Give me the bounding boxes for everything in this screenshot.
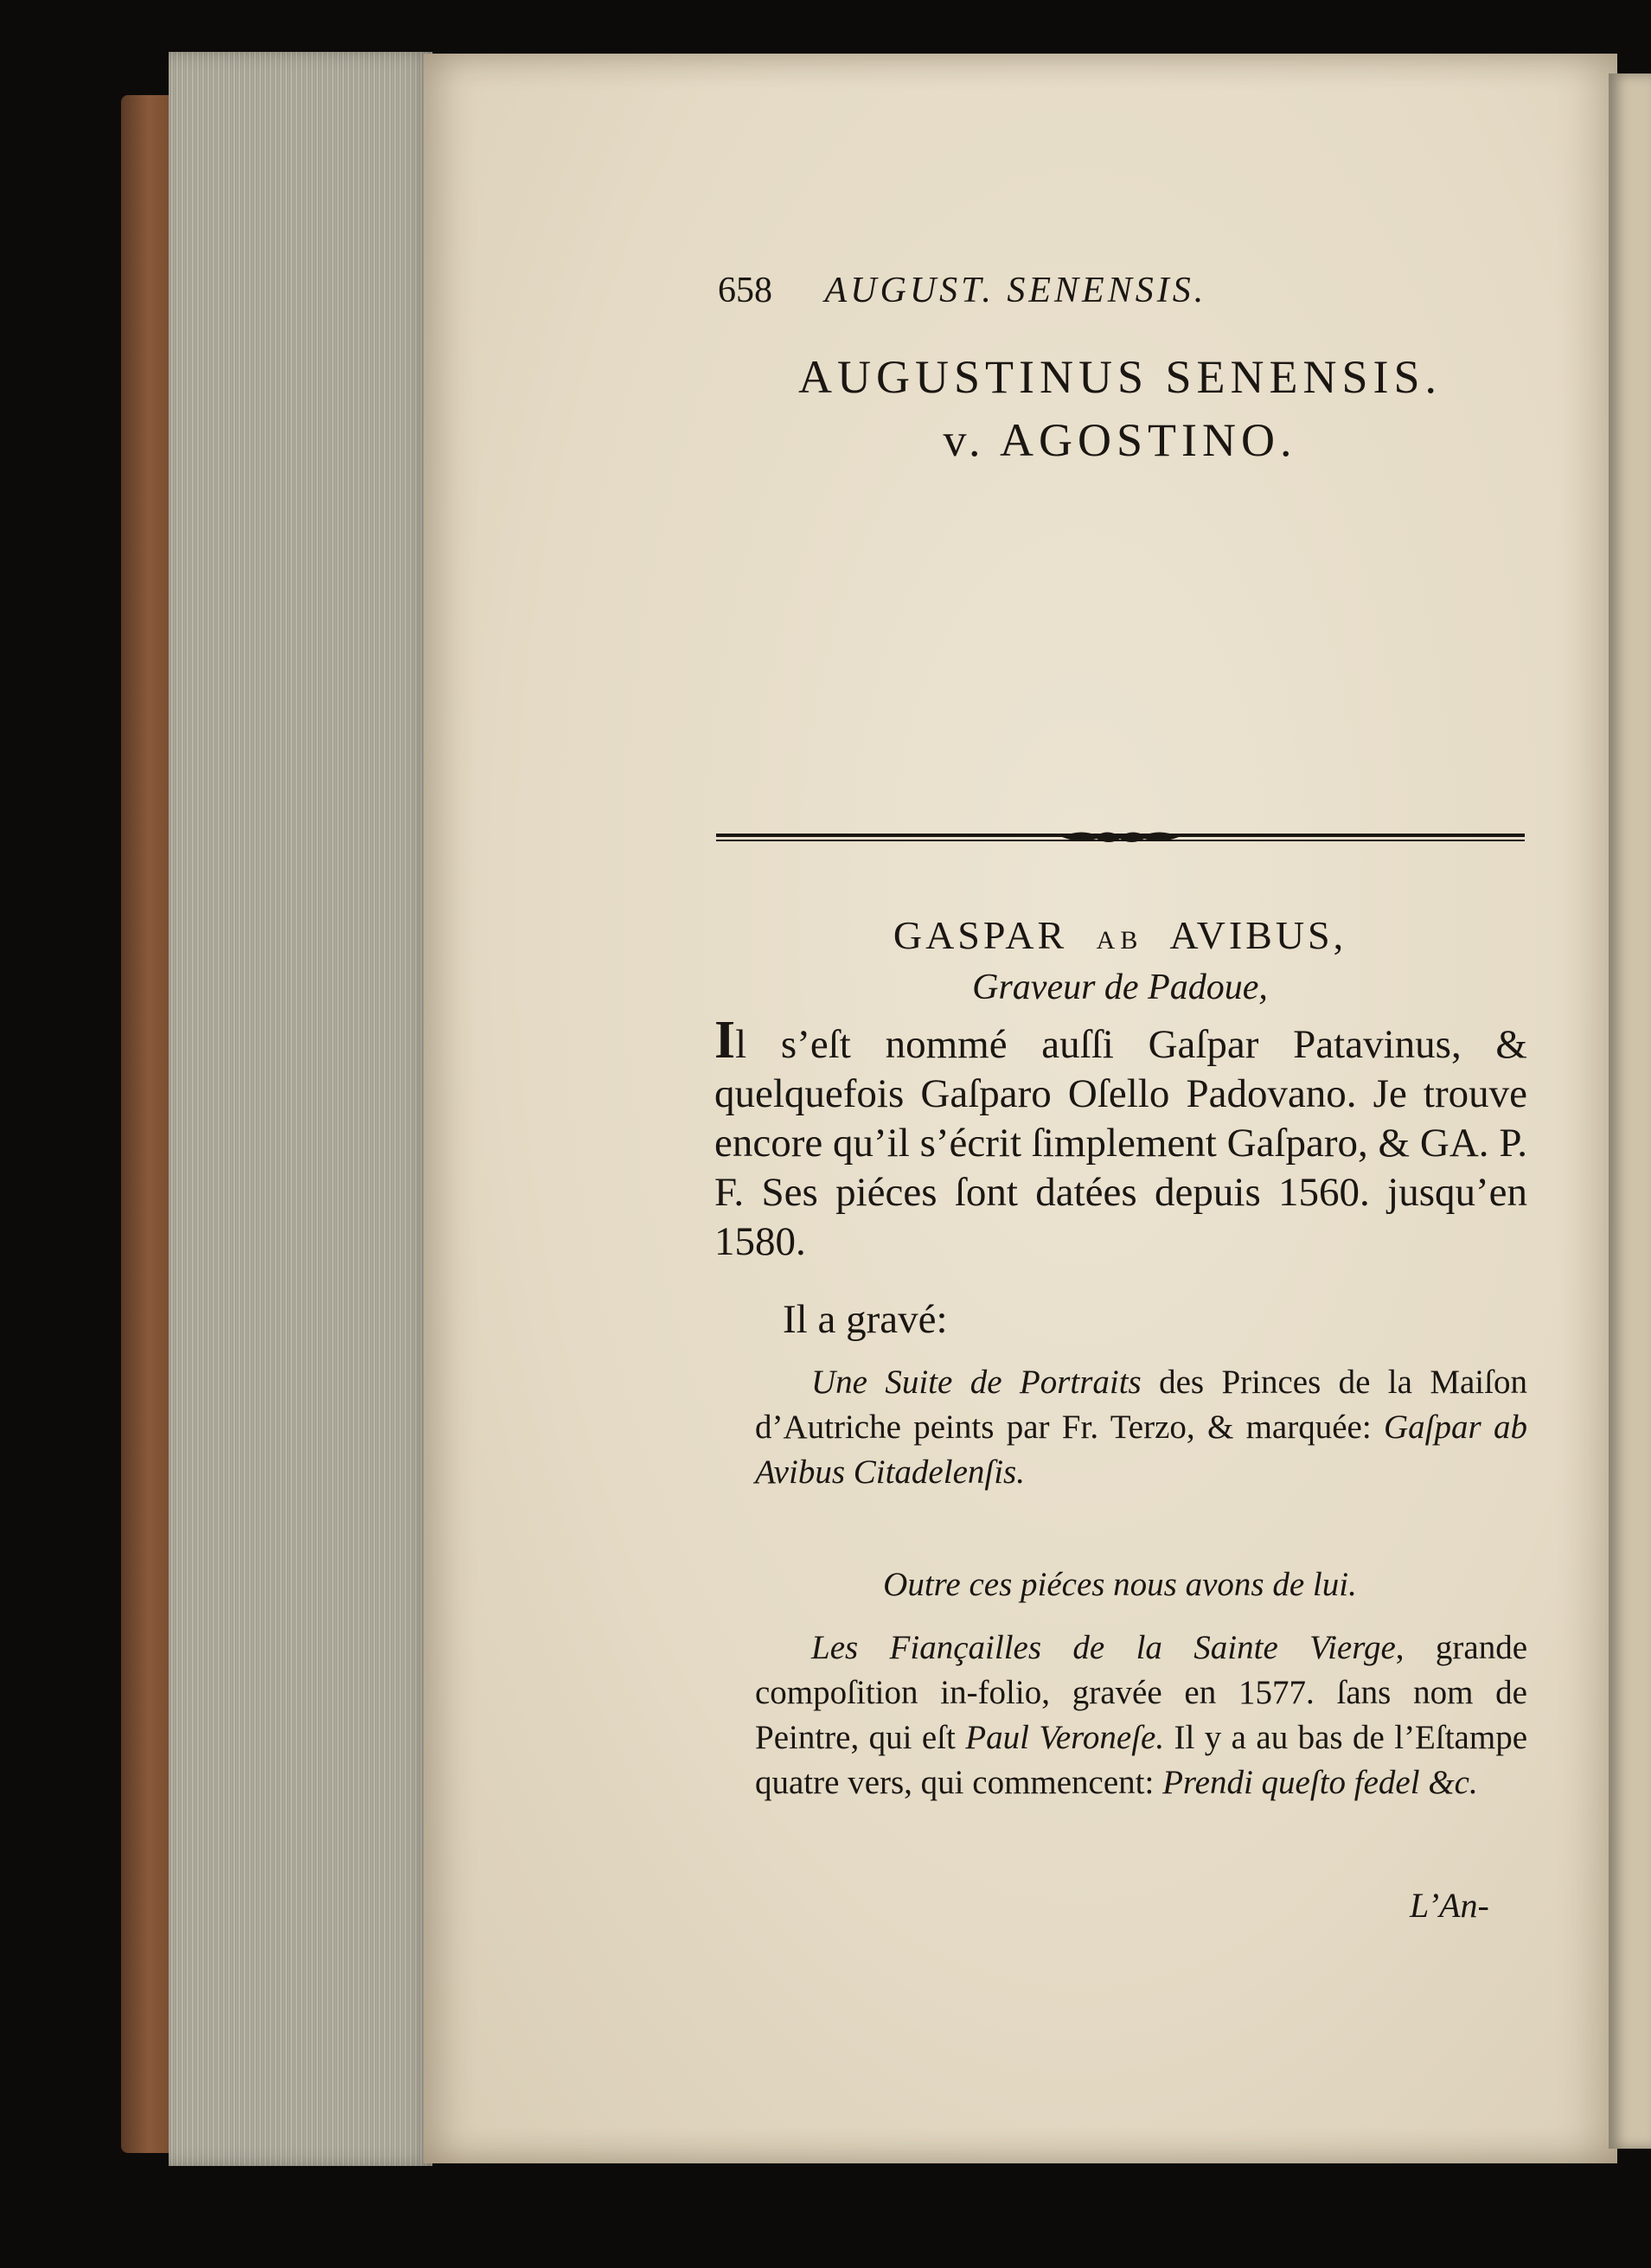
verse-incipit: Prendi queſto fedel &c.	[1162, 1764, 1478, 1801]
catalogue-entry-portraits	[755, 1360, 1527, 1495]
entry-text-continued: Il y a au bas de l’Eſtampe quatre vers, qui commencent:	[755, 1719, 1528, 1801]
catchword: L’An-	[1410, 1886, 1489, 1925]
running-title: AUGUST. SENENSIS.	[824, 271, 1207, 310]
heading-part-avibus: AVIBUS,	[1169, 913, 1347, 957]
entry-title: Les Fiançailles de la Sainte Vierge	[811, 1629, 1396, 1666]
page-block-edges	[169, 52, 432, 2166]
page-number: 658	[718, 271, 772, 310]
section-note: Outre ces piéces nous avons de lui.	[883, 1566, 1357, 1603]
running-header	[718, 270, 1206, 311]
painter-name: Paul Veroneſe.	[965, 1719, 1165, 1756]
entry-mark: Gaſpar ab Avibus Citadelenſis.	[755, 1409, 1527, 1491]
facing-page-edge	[1609, 73, 1651, 2149]
heading-part-gaspar: GASPAR	[893, 913, 1068, 957]
section-heading-augustinus: AUGUSTINUS SENENSIS.	[797, 351, 1443, 403]
entry-title: Une Suite de Portraits	[811, 1364, 1142, 1401]
catalogue-entry-fiancailles	[755, 1626, 1527, 1805]
entry-subtitle: Graveur de Padoue,	[972, 968, 1268, 1007]
cross-reference-agostino: v. AGOSTINO.	[943, 414, 1297, 466]
drop-cap: I	[714, 1011, 736, 1070]
biography-text: l s’eſt nommé auſſi Gaſpar Patavinus, & quelquefois Gaſparo Oſello Padovano. Je trouve encore qu’il s’écrit ſimplement Gaſparo, & GA. P. F. Ses piéces ſont datées depuis 1560. jusqu’en 1580.	[714, 1022, 1527, 1264]
engraved-intro: Il a gravé:	[783, 1297, 948, 1342]
entry-text: , grande compoſition in-folio, gravée en 1577. ſans nom de Peintre, qui eſt	[755, 1629, 1527, 1756]
heading-part-ab: AB	[1096, 926, 1143, 955]
entry-heading-gaspar	[709, 912, 1531, 958]
ornamental-rule	[716, 828, 1525, 846]
entry-text: des Princes de la Maiſon d’Autriche peints par Fr. Terzo, & marquée:	[755, 1364, 1527, 1446]
biography-paragraph	[714, 1011, 1527, 1267]
